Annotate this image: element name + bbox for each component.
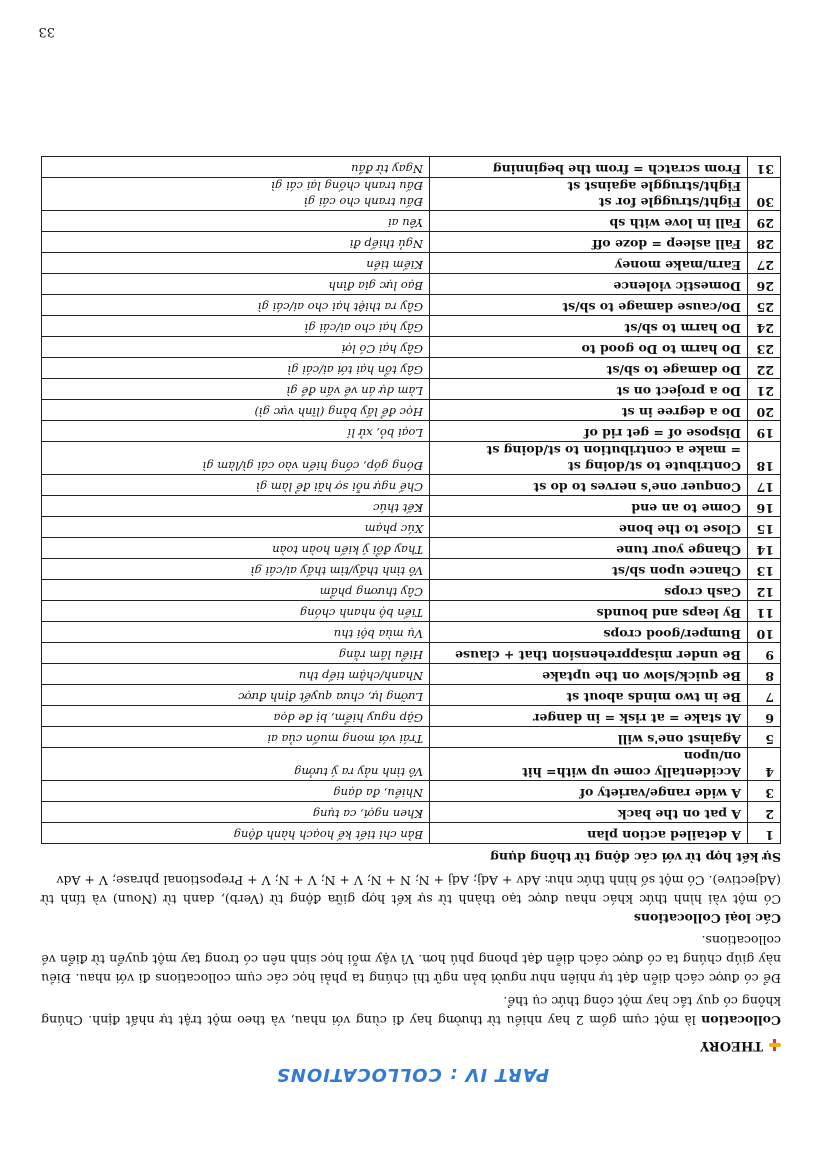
row-number: 7 — [748, 685, 781, 706]
meaning-cell: Cây thương phẩm — [42, 580, 430, 601]
collocation-cell: Be under misapprehension that + clause — [430, 643, 748, 664]
collocation-cell: Be in two minds about st — [430, 685, 748, 706]
table-row — [42, 337, 781, 358]
row-number: 2 — [748, 802, 781, 823]
meaning-cell: Kiếm tiền — [42, 253, 430, 274]
table-row — [42, 580, 781, 601]
meaning-cell: Vô tình thấy/tìm thấy ai/cái gì — [42, 559, 430, 580]
row-number: 27 — [748, 253, 781, 274]
row-number: 14 — [748, 538, 781, 559]
meaning-cell: Yêu ai — [42, 211, 430, 232]
collocation-cell: Chance upon sb/st — [430, 559, 748, 580]
table-row — [42, 748, 781, 781]
collocation-cell: Earn/make money — [430, 253, 748, 274]
collocation-cell: Come to an end — [430, 496, 748, 517]
meaning-cell: Trái với mong muốn của ai — [42, 727, 430, 748]
row-number: 1 — [748, 823, 781, 844]
meaning-cell: Ngay từ đầu — [42, 157, 430, 178]
table-row — [42, 601, 781, 622]
meaning-cell: Đấu tranh cho cái gì Đấu tranh chống lại cái gì — [42, 178, 430, 211]
table-row — [42, 643, 781, 664]
pin-icon — [769, 1040, 781, 1052]
row-number: 28 — [748, 232, 781, 253]
meaning-cell: Gây hại Có lợi — [42, 337, 430, 358]
table-row — [42, 517, 781, 538]
table-row — [42, 211, 781, 232]
collocation-cell: Accidentally come up with= hit on/upon — [430, 748, 748, 781]
row-number: 26 — [748, 274, 781, 295]
table-row — [42, 316, 781, 337]
row-number: 30 — [748, 178, 781, 211]
collocation-cell: Do harm to sb/st — [430, 316, 748, 337]
collocation-cell: Fight/struggle for st Fight/struggle against st — [430, 178, 748, 211]
collocation-cell: Fall asleep = doze off — [430, 232, 748, 253]
collocation-cell: Close to the bone — [430, 517, 748, 538]
meaning-cell: Học để lấy bằng (lĩnh vực gì) — [42, 400, 430, 421]
meaning-cell: Lưỡng lự, chưa quyết định được — [42, 685, 430, 706]
table-row — [42, 400, 781, 421]
meaning-cell: Xúc phạm — [42, 517, 430, 538]
table-row — [42, 496, 781, 517]
row-number: 17 — [748, 475, 781, 496]
meaning-cell: Nhiều, đa dạng — [42, 781, 430, 802]
collocation-cell: Cash crops — [430, 580, 748, 601]
meaning-cell: Thay đổi ý kiến hoàn toàn — [42, 538, 430, 559]
collocation-cell: Against one's will — [430, 727, 748, 748]
row-number: 4 — [748, 748, 781, 781]
meaning-cell: Gây ra thiệt hại cho ai/cái gì — [42, 295, 430, 316]
table-row — [42, 685, 781, 706]
collocation-cell: A pat on the back — [430, 802, 748, 823]
intro-paragraph — [41, 992, 781, 1030]
collocation-cell: At stake = at risk = in danger — [430, 706, 748, 727]
row-number: 21 — [748, 379, 781, 400]
row-number: 6 — [748, 706, 781, 727]
collocation-cell: A wide range/variety of — [430, 781, 748, 802]
meaning-cell: Bản chi tiết kế hoạch hành động — [42, 823, 430, 844]
part-title: PART IV : COLLOCATIONS — [275, 1064, 550, 1085]
collocation-cell: A detailed action plan — [430, 823, 748, 844]
row-number: 19 — [748, 421, 781, 442]
meaning-cell: Hiểu lầm rằng — [42, 643, 430, 664]
collocation-cell: Contribute to st/doing st = make a contribution to st/doing st — [430, 442, 748, 475]
meaning-cell: Gây tổn hại tới ai/cái gì — [42, 358, 430, 379]
meaning-cell: Chế ngự nỗi sợ hãi để làm gì — [42, 475, 430, 496]
types-heading: Các loại Collocations — [633, 911, 781, 926]
table-row — [42, 823, 781, 844]
collocation-cell: Change your tune — [430, 538, 748, 559]
collocation-cell: Do/cause damage to sb/st — [430, 295, 748, 316]
row-number: 13 — [748, 559, 781, 580]
row-number: 20 — [748, 400, 781, 421]
meaning-cell: Gặp nguy hiểm, bị đe dọa — [42, 706, 430, 727]
collocation-cell: Be quick/slow on the uptake — [430, 664, 748, 685]
collocation-cell: Bumper/good crops — [430, 622, 748, 643]
collocation-cell: Conquer one's nerves to do st — [430, 475, 748, 496]
table-row — [42, 781, 781, 802]
meaning-cell: Đóng góp, cống hiến vào cái gì/làm gì — [42, 442, 430, 475]
row-number: 9 — [748, 643, 781, 664]
table-row — [42, 475, 781, 496]
collocation-cell: Do damage to sb/st — [430, 358, 748, 379]
theory-heading — [700, 1038, 781, 1053]
table-row — [42, 442, 781, 475]
collocation-cell: Do a project on st — [430, 379, 748, 400]
collocation-cell: Dispose of = get rid of — [430, 421, 748, 442]
table-row — [42, 253, 781, 274]
intro-term: Collocation — [701, 1013, 781, 1028]
meaning-cell: Ngủ thiếp đi — [42, 232, 430, 253]
row-number: 22 — [748, 358, 781, 379]
table-row — [42, 421, 781, 442]
table-row — [42, 538, 781, 559]
meaning-cell: Bạo lực gia đình — [42, 274, 430, 295]
meaning-cell: Vô tình nảy ra ý tưởng — [42, 748, 430, 781]
row-number: 25 — [748, 295, 781, 316]
table-row — [42, 178, 781, 211]
meaning-cell: Nhanh/chậm tiếp thu — [42, 664, 430, 685]
page-number: 33 — [38, 24, 55, 39]
row-number: 24 — [748, 316, 781, 337]
meaning-cell: Gây hại cho ai/cái gì — [42, 316, 430, 337]
row-number: 16 — [748, 496, 781, 517]
intro-text: là một cụm gồm 2 hay nhiều từ thường hay đi cùng với nhau, và theo một trật tự nhất định. Chúng không có quy tắc hay một công thức cụ thể. — [41, 994, 781, 1028]
table-row — [42, 622, 781, 643]
types-paragraph: Có một vài hình thức khác nhau được tạo thành từ sự kết hợp giữa động từ (Verb), danh từ (Noun) và tính từ (Adjective). Có một số hình thức như: Adv + Adj; Adj + N; N + N; V + N; V + N; V + Prepostional phrase; V + Adv — [41, 873, 781, 907]
row-number: 31 — [748, 157, 781, 178]
table-row — [42, 295, 781, 316]
table-row — [42, 232, 781, 253]
table-row — [42, 157, 781, 178]
meaning-cell: Loại bỏ, xử lí — [42, 421, 430, 442]
collocation-cell: By leaps and bounds — [430, 601, 748, 622]
collocations-table — [41, 156, 781, 844]
meaning-cell: Kết thúc — [42, 496, 430, 517]
table-heading: Sự kết hợp từ với các động từ thông dụng — [490, 850, 781, 865]
collocation-cell: Do a degree in st — [430, 400, 748, 421]
collocation-cell: From scratch = from the beginning — [430, 157, 748, 178]
table-row — [42, 727, 781, 748]
row-number: 5 — [748, 727, 781, 748]
table-row — [42, 358, 781, 379]
meaning-cell: Vụ mùa bội thu — [42, 622, 430, 643]
row-number: 3 — [748, 781, 781, 802]
row-number: 10 — [748, 622, 781, 643]
table-row — [42, 802, 781, 823]
row-number: 12 — [748, 580, 781, 601]
collocation-cell: Do harm to Do good to — [430, 337, 748, 358]
table-row — [42, 379, 781, 400]
row-number: 29 — [748, 211, 781, 232]
meaning-cell: Khen ngợi, ca tụng — [42, 802, 430, 823]
second-paragraph: Để có được cách diễn đạt tự nhiên như người bản ngữ thì chúng ta phải học các cụm collocations đi với nhau. Điều này giúp chúng ta có được cách diễn đạt phong phú hơn. Vì vậy mỗi học sinh nên có trong tay một quyển từ điển về collocations. — [41, 933, 781, 986]
row-number: 11 — [748, 601, 781, 622]
table-row — [42, 559, 781, 580]
row-number: 15 — [748, 517, 781, 538]
table-row — [42, 274, 781, 295]
collocation-cell: Fall in love with sb — [430, 211, 748, 232]
row-number: 23 — [748, 337, 781, 358]
table-row — [42, 706, 781, 727]
theory-label: THEORY — [700, 1038, 763, 1053]
table-row — [42, 664, 781, 685]
row-number: 18 — [748, 442, 781, 475]
row-number: 8 — [748, 664, 781, 685]
collocation-cell: Domestic violence — [430, 274, 748, 295]
meaning-cell: Tiến bộ nhanh chóng — [42, 601, 430, 622]
meaning-cell: Làm dự án về vấn đề gì — [42, 379, 430, 400]
